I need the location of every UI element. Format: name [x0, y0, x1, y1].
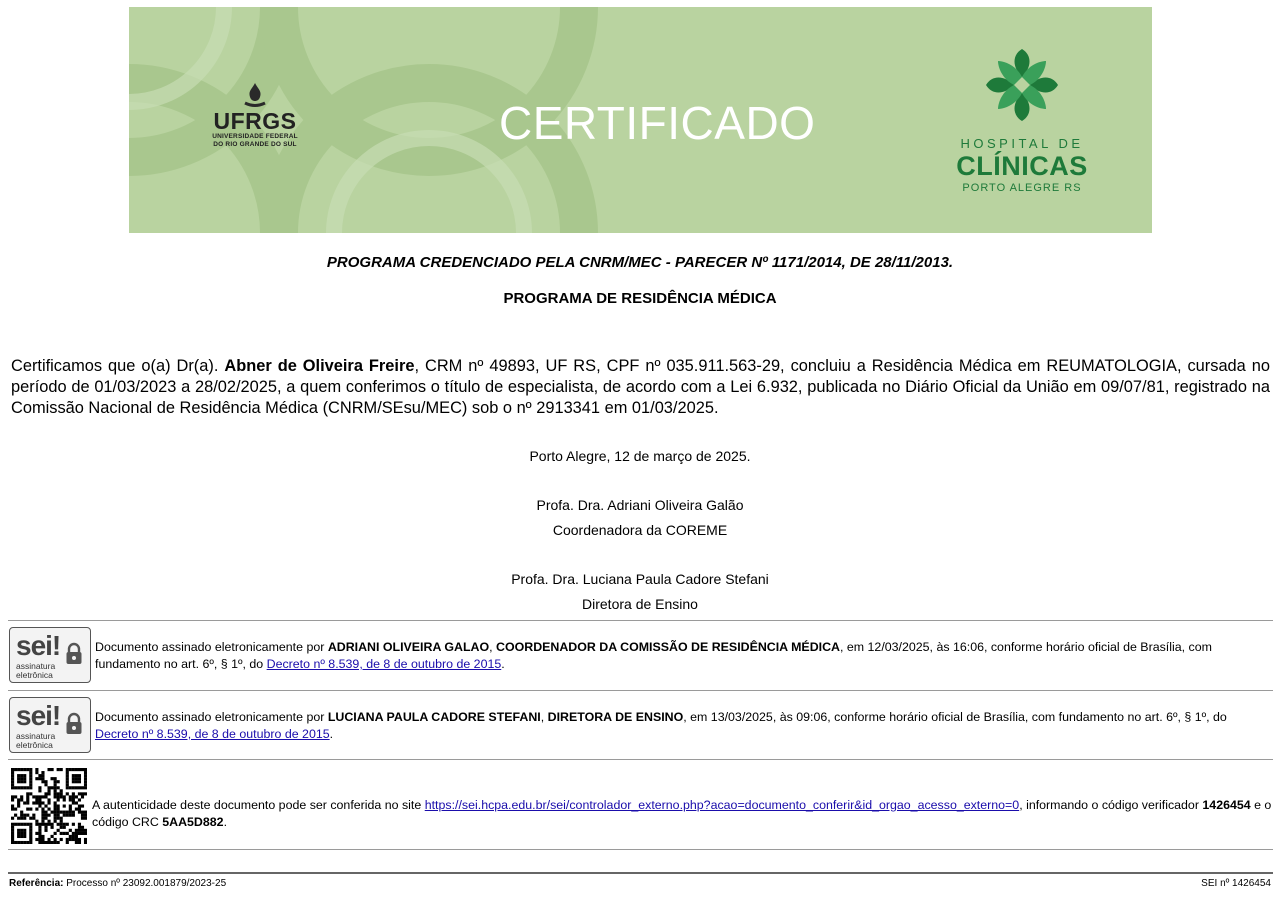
reference-value: Processo nº 23092.001879/2023-25	[63, 878, 227, 889]
ufrgs-sub2: DO RIO GRANDE DO SUL	[213, 141, 297, 148]
certificate-banner	[129, 7, 1152, 233]
divider	[8, 759, 1273, 760]
body-intro: Certificamos que o(a) Dr(a).	[11, 357, 225, 375]
electronic-signature-2	[9, 697, 1271, 755]
hospital-logo	[947, 45, 1097, 196]
authenticity-text: A autenticidade deste documento pode ser conferida no site https://sei.hcpa.edu.br/sei/controlador_externo.php?acao=documento_conferir&id_orgao_acesso_externo=0, informando o código verificador 1426454 e o código CRC 5AA5D882.	[92, 798, 1272, 829]
program-title: PROGRAMA DE RESIDÊNCIA MÉDICA	[503, 290, 777, 307]
lock-icon	[65, 712, 83, 736]
hospital-emblem-icon	[982, 45, 1062, 125]
hospital-location: PORTO ALEGRE RS	[962, 182, 1082, 194]
certificate-title: CERTIFICADO	[499, 97, 816, 149]
sei-caption: assinatura eletrônica	[16, 731, 56, 750]
signer-2: LUCIANA PAULA CADORE STEFANI	[327, 710, 541, 724]
electronic-signature-1	[9, 627, 1271, 685]
hospital-name-line2: CLÍNICAS	[956, 151, 1088, 181]
recipient-name: Abner de Oliveira Freire	[224, 357, 415, 375]
signer-2-role: DIRETORA DE ENSINO	[547, 710, 684, 724]
sei-logo-text: sei!	[16, 700, 61, 731]
signer-1-role: COORDENADOR DA COMISSÃO DE RESIDÊNCIA MÉDICA	[496, 640, 840, 654]
certificate-body	[11, 356, 1270, 419]
decree-link-2[interactable]: Decreto nº 8.539, de 8 de outubro de 2015	[95, 727, 330, 741]
hospital-name-line1: HOSPITAL DE	[960, 136, 1084, 151]
signer-1: ADRIANI OLIVEIRA GALAO	[327, 640, 490, 654]
ufrgs-flame-icon	[240, 81, 270, 109]
place-date: Porto Alegre, 12 de março de 2025.	[529, 448, 751, 464]
verification-url-link[interactable]: https://sei.hcpa.edu.br/sei/controlador_externo.php?acao=documento_conferir&id_orgao_acesso_externo=0	[424, 798, 1020, 812]
reference	[9, 878, 226, 889]
ufrgs-logo	[207, 81, 303, 149]
sei-caption: assinatura eletrônica	[16, 661, 56, 680]
signature-2-text: Documento assinado eletronicamente por LUCIANA PAULA CADORE STEFANI, DIRETORA DE ENSINO, em 13/03/2025, às 09:06, conforme horário oficial de Brasília, com fundamento no art. 6º, § 1º, do Decreto nº 8.539, de 8 de outubro de 2015.	[95, 710, 1227, 741]
decree-link-1[interactable]: Decreto nº 8.539, de 8 de outubro de 2015	[266, 657, 502, 671]
qr-code-icon[interactable]	[11, 768, 87, 844]
sei-seal	[9, 627, 91, 683]
signatory-1-role: Coordenadora da COREME	[552, 522, 728, 538]
crc-code: 5AA5D882	[162, 815, 224, 829]
verifier-code: 1426454	[1202, 798, 1251, 812]
signatory-2-role: Diretora de Ensino	[582, 596, 698, 612]
signatory-1-name: Profa. Dra. Adriani Oliveira Galão	[536, 497, 744, 513]
signatory-2-name: Profa. Dra. Luciana Paula Cadore Stefani	[511, 571, 769, 587]
authenticity-block	[9, 768, 1271, 846]
divider	[8, 620, 1273, 621]
accreditation-line: PROGRAMA CREDENCIADO PELA CNRM/MEC - PARECER Nº 1171/2014, DE 28/11/2013.	[326, 254, 954, 271]
ufrgs-name: UFRGS	[213, 108, 297, 134]
divider	[8, 849, 1273, 850]
reference-label: Referência:	[9, 878, 64, 889]
divider	[8, 690, 1273, 691]
body-rest: , CRM nº 49893, UF RS, CPF nº 035.911.563-29, concluiu a Residência Médica em REUMATOLOGIA, cursada no período de 01/03/2023 a 28/02/2025, a quem conferimos o título de especialista, de acordo com a Lei 6.932, publicada no Diário Oficial da União em 09/07/81, registrado na Comissão Nacional de Residência Médica (CNRM/SEsu/MEC) sob o nº 2913341 em 01/03/2025.	[11, 357, 1270, 417]
ufrgs-sub1: UNIVERSIDADE FEDERAL	[212, 133, 298, 140]
footer-divider	[8, 872, 1273, 874]
sei-logo-text: sei!	[16, 630, 61, 661]
lock-icon	[65, 642, 83, 666]
sei-seal	[9, 697, 91, 753]
signature-1-text: Documento assinado eletronicamente por ADRIANI OLIVEIRA GALAO, COORDENADOR DA COMISSÃO DE RESIDÊNCIA MÉDICA, em 12/03/2025, às 16:06, conforme horário oficial de Brasília, com fundamento no art. 6º, § 1º, do Decreto nº 8.539, de 8 de outubro de 2015.	[95, 640, 1212, 671]
sei-number: SEI nº 1426454	[1201, 878, 1271, 889]
